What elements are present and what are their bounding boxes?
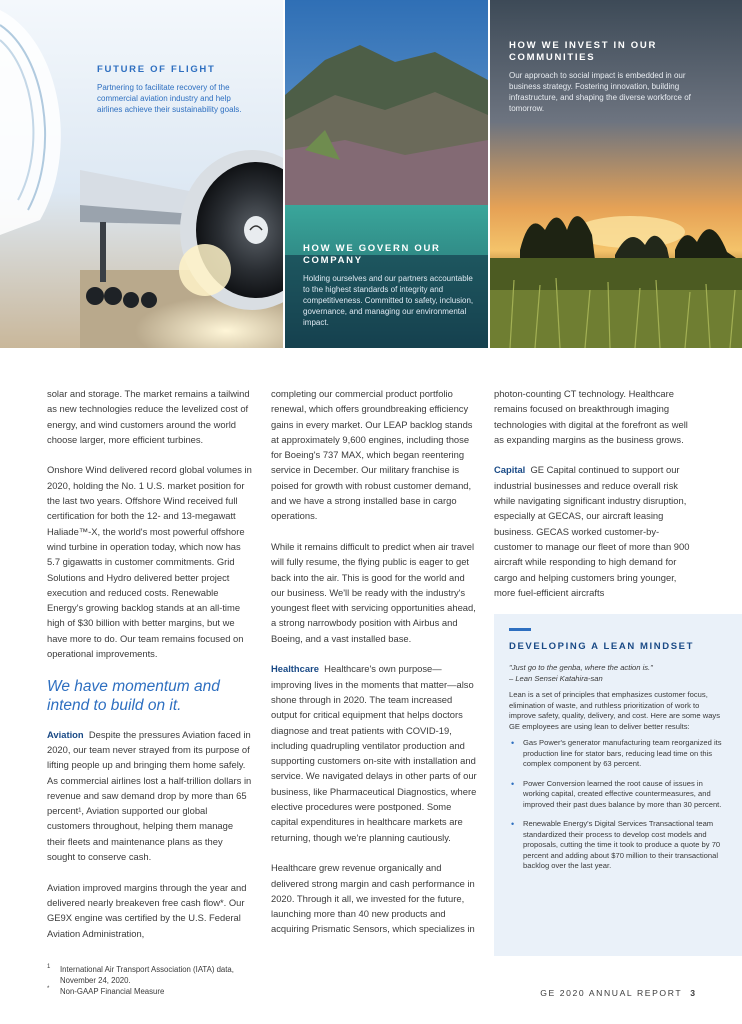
sidebar-quote xyxy=(509,663,728,684)
paragraph-aviation-margins: Aviation improved margins through the year and delivered nearly breakeven free cash flow*. Our GE9X engine was certified by the U.S. Federal Aviation Administration, xyxy=(47,881,247,939)
paragraph-aviation xyxy=(47,727,253,865)
pull-quote: We have momentum and intend to build on it. xyxy=(47,677,220,714)
sidebar-bullet-list xyxy=(509,738,728,872)
paragraph-air-travel: While it remains difficult to predict when air travel will fully resume, the flying public is eager to get back into the air. This is good for the world and our business. We'll be ready with the industry's youngest fleet with servicing opportunities ahead, a strong narrowbody position with Airbus and Boeing, and a vast installed base. xyxy=(271,540,476,644)
report-title: GE 2020 ANNUAL REPORT xyxy=(540,988,683,998)
column-3 xyxy=(494,386,694,600)
govern-panel xyxy=(285,0,488,348)
sidebar-intro: Lean is a set of principles that emphasizes customer focus, elimination of waste, and ruthless prioritization of work to improve safety, quality, delivery, and cost. Here are some ways GE employees are using lean to deliver better results: xyxy=(509,690,721,731)
list-item: • Power Conversion learned the root cause of issues in working capital, created effective countermeasures, and improved their past dues balance by more than 30 percent. xyxy=(509,779,728,811)
footnote-text: International Air Transport Association (IATA) data, November 24, 2020. xyxy=(60,965,234,985)
capital-text: GE Capital continued to support our industrial businesses and reduce overall risk while navigating significant industry disruption, especially at GECAS, our aircraft leasing business. GECAS worked customer-by-customer to manage our fleet of more than 900 aircraft while responding to high demand for cargo and helping customers bring younger, more fuel-efficient aircrafts xyxy=(494,464,690,598)
aviation-lead-in: Aviation xyxy=(47,728,84,740)
column-2 xyxy=(271,386,477,937)
footnote-2 xyxy=(47,986,267,997)
future-of-flight-text: Partnering to facilitate recovery of the commercial aviation industry and help airlines achieve their sustainability goals. xyxy=(97,83,242,114)
paragraph-leap-backlog: completing our commercial product portfolio renewal, which offers groundbreaking efficiency gains in every market. Our LEAP backlog stands at approximately 9,600 engines, including those for Boeing's 737 MAX, which began reentering service in December. Our military franchise is poised for growth with robust customer demand, and we have a strong installed base in cargo operations. xyxy=(271,388,473,522)
image-band xyxy=(0,0,742,348)
paragraph-onshore-wind: Onshore Wind delivered record global volumes in 2020, holding the No. 1 U.S. market position for the last two years. Offshore Wind received full certification for both the 12- and 13-megawatt Haliade™-X, the world's most powerful offshore wind turbine in operation today, which now has 5.7 gigawatts in customer commitments. Grid Solutions and Hydro delivered better project execution and reduced costs. Renewable Energy's growing backlog stands at an all-time high of $30 billion with better margins, but we have more to do. Our team remains focused on operational improvements. xyxy=(47,464,252,660)
quote-text: "Just go to the genba, where the action is." xyxy=(509,663,653,672)
list-item: • Gas Power's generator manufacturing team reorganized its production line for stator bars, reducing lead time on this complex component by 63 percent. xyxy=(509,738,728,770)
sidebar-title: DEVELOPING A LEAN MINDSET xyxy=(509,641,694,652)
future-of-flight-title: FUTURE OF FLIGHT xyxy=(97,64,216,75)
list-item: • Renewable Energy's Digital Services Transactional team standardized their process to develop cost models and proposals, cutting the time it took to produce a quote by 70 percent and adding about $70 million to their transactional backlog over the last year. xyxy=(509,819,728,872)
invest-panel xyxy=(490,0,742,348)
footnote-marker: * xyxy=(47,986,50,992)
footnotes xyxy=(47,964,267,997)
paragraph-wind-market: solar and storage. The market remains a tailwind as new technologies reduce the levelized cost of energy, and wind customers around the world choose larger, more efficient turbines. xyxy=(47,388,250,445)
govern-title: HOW WE GOVERN OUR COMPANY xyxy=(303,243,441,266)
lean-mindset-sidebar xyxy=(494,614,742,956)
paragraph-photon-counting: photon-counting CT technology. Healthcare remains focused on breakthrough imaging technologies with digital at the forefront as well as expanding margins as the business grows. xyxy=(494,388,688,445)
govern-text: Holding ourselves and our partners accountable to the highest standards of integrity and competitiveness. Committed to safety, inclusion, governance, and managing our environmental impact. xyxy=(303,274,474,327)
paragraph-capital xyxy=(494,462,694,600)
footnote-1 xyxy=(47,964,267,986)
future-of-flight-panel xyxy=(0,0,283,348)
invest-text: Our approach to social impact is embedded in our business strategy. Fostering innovation, building infrastructure, and shaping the diverse workforce of tomorrow. xyxy=(509,71,691,113)
footnote-marker: 1 xyxy=(47,964,51,970)
healthcare-text: Healthcare's own purpose—improving lives in the moments that matter—also shone through in 2020. The team increased output for critical equipment that helps doctors diagnose and treat patients with COVID-19, including quadrupling ventilator production and supporting customers on-site with installation and service. We navigated delays in other parts of our business, like Pharmaceutical Diagnostics, where elective procedures were postponed. Some capital expenditures in healthcare markets are returning, though we're planning cautiously. xyxy=(271,663,477,843)
footnote-text: Non-GAAP Financial Measure xyxy=(60,987,165,996)
aviation-text: Despite the pressures Aviation faced in 2020, our team never strayed from its purpose of lifting people up and bringing them home safely. As commercial airlines lost a half-trillion dollars in revenue and saw demand drop by more than 65 percent¹, Aviation supported our global customers throughout, helping them manage their fleets and maintenance plans as they sought to conserve cash. xyxy=(47,728,252,863)
healthcare-lead-in: Healthcare xyxy=(271,663,319,675)
page-footer xyxy=(540,988,695,998)
column-1 xyxy=(47,386,253,941)
capital-lead-in: Capital xyxy=(494,464,526,476)
invest-title: HOW WE INVEST IN OUR COMMUNITIES xyxy=(509,40,657,63)
jet-engine-image xyxy=(0,0,283,348)
page-number: 3 xyxy=(690,988,695,998)
paragraph-healthcare xyxy=(271,661,477,845)
sidebar-accent-rule xyxy=(509,628,531,631)
paragraph-healthcare-revenue: Healthcare grew revenue organically and delivered strong margin and cash performance in 2020. Through it all, we invested for the future, launching more than 40 new products and acquiring Prismatic Sensors, which specializes in xyxy=(271,862,475,935)
quote-attribution: – Lean Sensei Katahira-san xyxy=(509,673,603,683)
